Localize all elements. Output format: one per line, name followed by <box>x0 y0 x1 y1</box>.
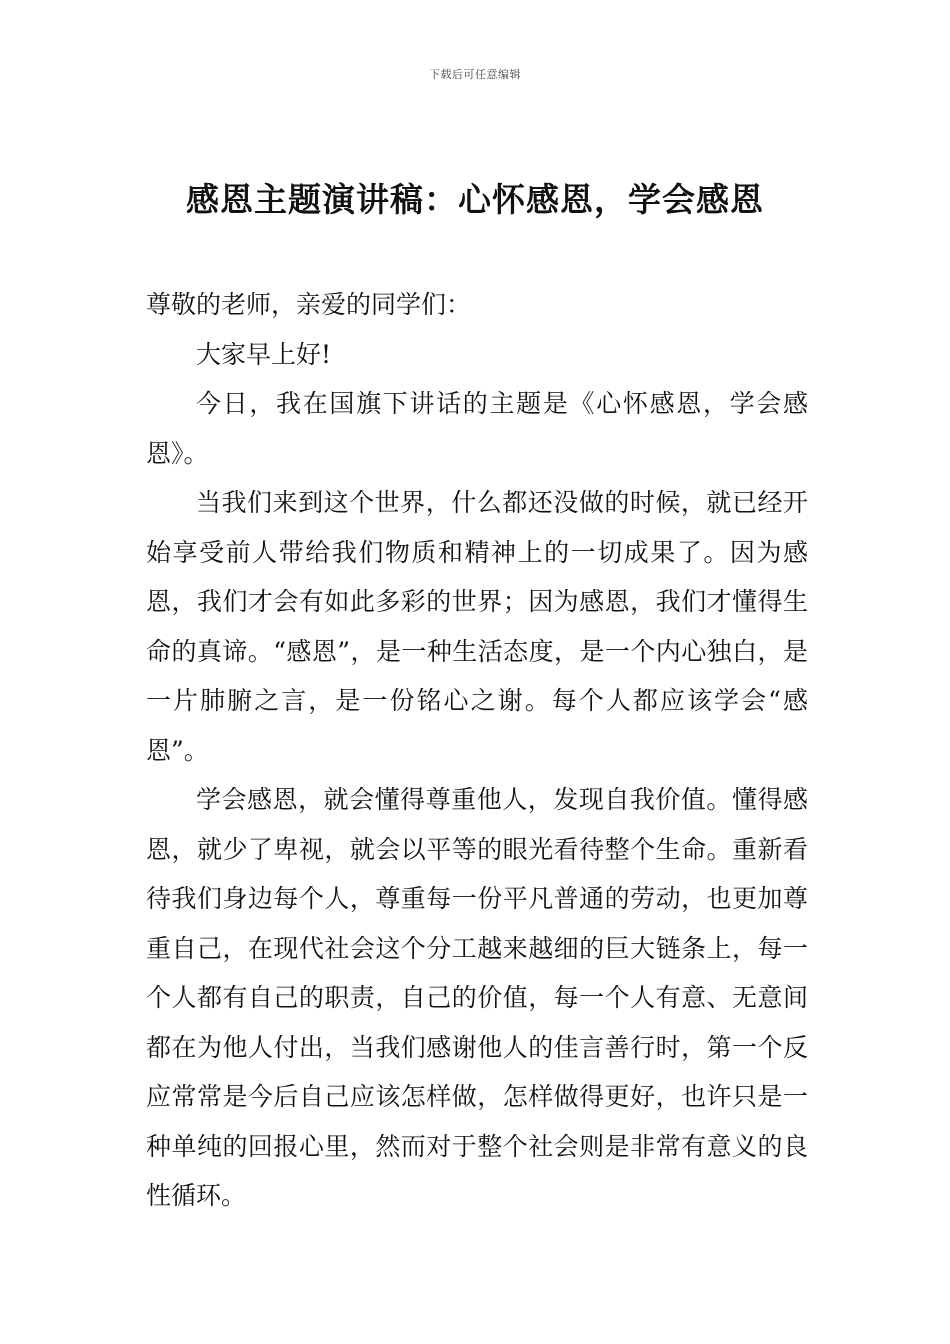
paragraph: 学会感恩，就会懂得尊重他人，发现自我价值。懂得感恩，就少了卑视，就会以平等的眼光看待整个生命。重新看待我们身边每个人，尊重每一份平凡普通的劳动，也更加尊重自己，在现代社会这个分工越来越细的巨大链条上，每一个人都有自己的职责，自己的价值，每一个人有意、无意间都在为他人付出，当我们感谢他人的佳言善行时，第一个反应常常是今后自己应该怎样做，怎样做得更好，也许只是一种单纯的回报心里，然而对于整个社会则是非常有意义的良性循环。 <box>146 785 808 1210</box>
document-title: 感恩主题演讲稿：心怀感恩，学会感恩 <box>186 180 764 219</box>
header-note: 下载后可任意编辑 <box>429 68 521 81</box>
greeting: 大家早上好! <box>196 339 332 369</box>
document-body <box>146 280 808 1221</box>
paragraph: 当我们来到这个世界，什么都还没做的时候，就已经开始享受前人带给我们物质和精神上的一切成果了。因为感恩，我们才会有如此多彩的世界；因为感恩，我们才懂得生命的真谛。“感恩”，是一种生活态度，是一个内心独白，是一片肺腑之言，是一份铭心之谢。每个人都应该学会“感恩”。 <box>146 488 808 765</box>
paragraph: 今日，我在国旗下讲话的主题是《心怀感恩，学会感恩》。 <box>146 389 808 468</box>
salutation: 尊敬的老师，亲爱的同学们： <box>146 290 472 319</box>
